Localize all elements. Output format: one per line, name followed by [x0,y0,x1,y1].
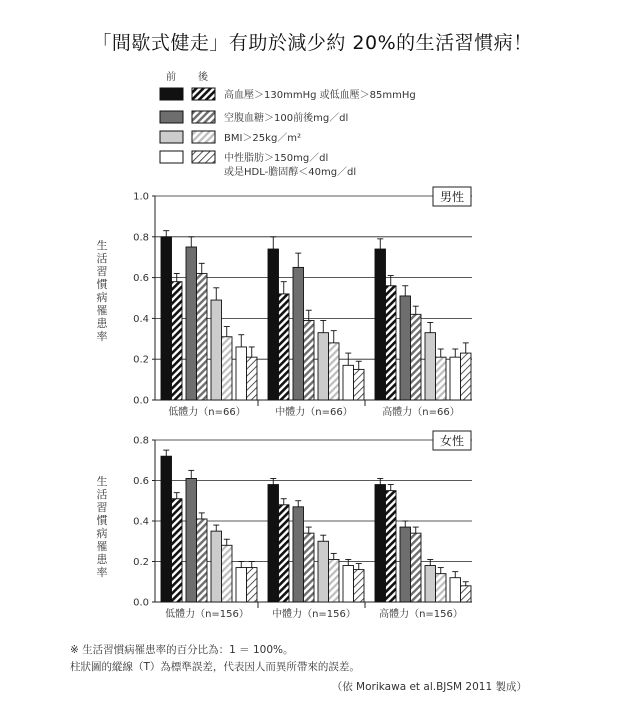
footnote-percentage: ※ 生活習慣病罹患率的百分比為：1 ＝ 100%。 [70,644,294,656]
bar-after-glucose [304,533,315,602]
bar-after-bmi [222,545,233,602]
x-category-label: 中體力（n=156） [272,609,356,620]
bar-before-lipid [343,365,354,400]
bar-before-lipid [236,568,247,602]
bar-after-bp [386,286,397,400]
x-category-label: 低體力（n=66） [168,407,246,418]
bar-after-lipid [354,570,365,602]
bar-before-glucose [186,247,197,400]
bar-before-glucose [400,527,411,602]
bar-after-bmi [222,337,233,400]
bar-before-bmi [425,566,436,602]
bar-after-bmi [329,343,340,400]
source-citation: （依 Morikawa et al.BJSM 2011 製成） [331,681,527,693]
bar-before-bmi [318,333,329,400]
bar-after-glucose [304,320,315,400]
y-tick-label: 0.2 [133,354,149,366]
legend-swatch-after-bmi [192,131,215,143]
bar-before-glucose [400,296,411,400]
bar-after-bp [279,294,290,400]
bar-before-bmi [211,531,222,602]
x-category-label: 低體力（n=156） [165,609,249,620]
legend-swatch-before-glucose [160,111,183,123]
bar-before-lipid [450,357,461,400]
bar-before-glucose [186,478,197,602]
y-axis-label-female: 生活習慣病罹患率 [96,475,108,579]
chart-panel-2 [133,431,472,620]
legend-label-lipid: 中性脂肪＞150mg／dl [224,153,329,164]
bar-after-bp [172,282,183,400]
legend-swatch-after-glucose [192,111,215,123]
bar-before-lipid [450,578,461,602]
bar-after-bmi [436,574,447,602]
y-tick-label: 0.8 [133,435,149,447]
y-axis-label-male: 生活習慣病罹患率 [96,239,108,343]
bar-before-lipid [236,347,247,400]
bar-after-lipid [461,586,472,602]
y-tick-label: 0.4 [133,516,149,528]
bar-before-bp [375,249,386,400]
bar-after-glucose [197,519,208,602]
legend-swatch-after-bp [192,88,215,100]
legend [160,70,416,178]
legend-swatch-before-lipid [160,151,183,163]
bar-before-bp [268,249,279,400]
legend-before-label: 前 [166,72,176,83]
bar-before-lipid [343,566,354,602]
bar-after-lipid [247,357,258,400]
legend-swatch-before-bmi [160,131,183,143]
y-tick-label: 0.0 [133,395,149,407]
bar-before-glucose [293,267,304,400]
chart-panel-1 [133,187,472,418]
legend-swatch-before-bp [160,88,183,100]
y-tick-label: 0.8 [133,232,149,244]
y-tick-label: 0.6 [133,273,149,285]
bar-after-lipid [247,568,258,602]
bar-after-lipid [354,369,365,400]
legend-label-bp: 高血壓＞130mmHg 或低血壓＞85mmHg [224,90,416,101]
legend-label-bmi: BMI＞25kg／m² [224,133,302,144]
bar-after-lipid [461,353,472,400]
panel-title: 男性 [439,190,465,204]
y-tick-label: 1.0 [133,191,149,203]
legend-label-glucose: 空腹血糖＞100前後mg／dl [224,113,349,124]
bar-before-bp [161,237,172,400]
bar-after-bmi [436,357,447,400]
bar-before-bmi [211,300,222,400]
bar-before-bmi [425,333,436,400]
panel-title: 女性 [439,434,465,448]
bar-before-bp [161,456,172,602]
y-tick-label: 0.0 [133,597,149,609]
y-tick-label: 0.2 [133,557,149,568]
bar-after-bmi [329,559,340,602]
x-category-label: 高體力（n=66） [382,407,460,418]
bar-after-bp [279,505,290,602]
legend-label-lipid-line2: 或是HDL-膽固醇＜40mg／dl [224,167,357,178]
bar-before-bp [268,485,279,602]
bar-before-bp [375,485,386,602]
bar-after-bp [386,491,397,602]
page-title: 「間歇式健走」有助於減少約 20%的生活習慣病！ [92,32,533,54]
bar-after-glucose [411,533,422,602]
footnote-error-bars: 柱狀圖的縱線（T）為標準誤差，代表因人而異所帶來的誤差。 [70,661,360,673]
bar-after-bp [172,499,183,602]
bar-before-glucose [293,507,304,602]
y-tick-label: 0.6 [133,476,149,487]
y-tick-label: 0.4 [133,313,149,325]
bar-after-glucose [411,314,422,400]
x-category-label: 中體力（n=66） [275,407,353,418]
bar-after-glucose [197,274,208,400]
bar-before-bmi [318,541,329,602]
legend-swatch-after-lipid [192,151,215,163]
x-category-label: 高體力（n=156） [379,609,463,620]
legend-after-label: 後 [198,72,208,83]
